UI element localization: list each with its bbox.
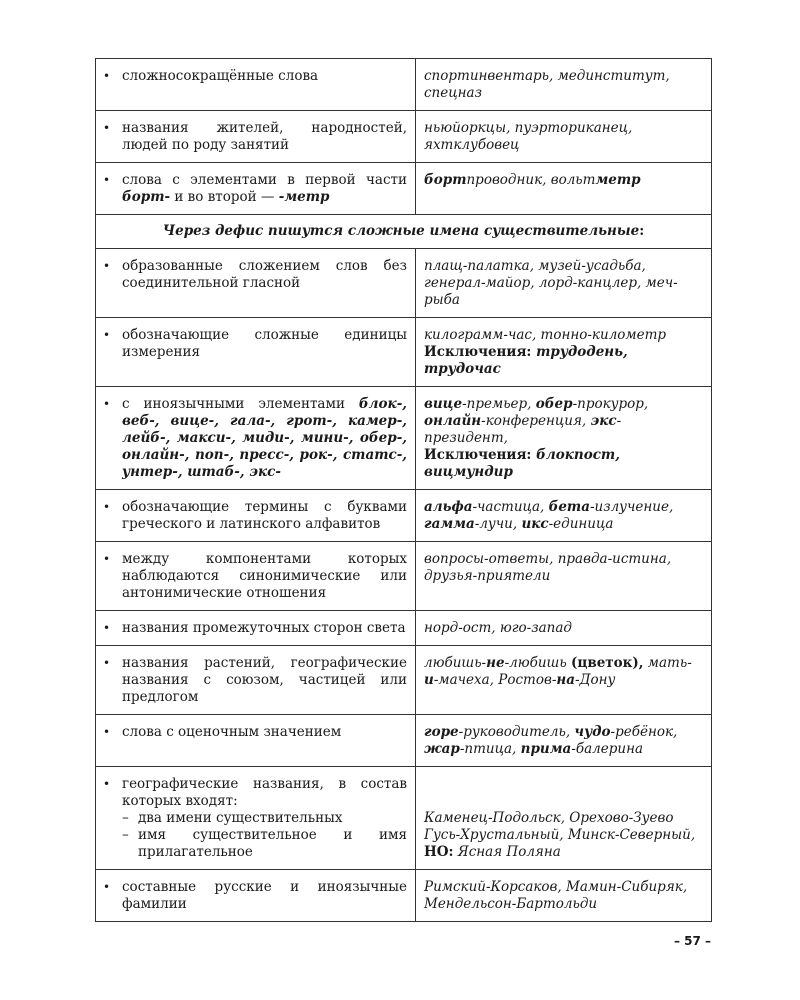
example-text: -прокурор, <box>572 396 649 412</box>
table-row <box>96 870 712 922</box>
dash-icon: – <box>122 810 129 826</box>
example-cell <box>416 59 712 111</box>
rule-cell <box>96 611 416 646</box>
example-text: -птица, <box>459 741 521 757</box>
example-cell <box>416 387 712 490</box>
exceptions-text: блокпост, вицмундир <box>424 447 620 480</box>
bullet-icon: • <box>103 880 111 894</box>
example-emphasis: жар <box>424 741 460 757</box>
example-cell <box>416 490 712 542</box>
rule-cell <box>96 59 416 111</box>
rule-text: названия промежуточных сторон света <box>122 620 406 636</box>
example-cell <box>416 646 712 715</box>
example-cell <box>416 870 712 922</box>
note-label: НО: <box>424 844 454 860</box>
example-emphasis: чудо <box>574 724 611 740</box>
example-emphasis: экс <box>590 413 617 429</box>
example-cell <box>416 767 712 870</box>
example-text: Каменец-Подольск, Орехово-Зуево <box>424 810 674 826</box>
rule-text: образованные сложением слов без соединительной гласной <box>122 258 407 291</box>
example-text: -конференция, <box>481 413 591 429</box>
example-emphasis: альфа <box>424 499 473 515</box>
example-emphasis: онлайн <box>424 413 482 429</box>
rule-cell <box>96 767 416 870</box>
example-emphasis: прима <box>520 741 572 757</box>
rule-text: названия жителей, народностей, людей по роду занятий <box>122 120 407 153</box>
example-emphasis: и <box>424 672 434 688</box>
bullet-icon: • <box>103 621 111 635</box>
example-note: (цветок), <box>570 655 644 671</box>
bullet-icon: • <box>103 397 111 411</box>
example-text: -президент, <box>424 413 622 446</box>
rule-text: обозначающие сложные единицы измерения <box>122 327 407 360</box>
example-text: проводник, вольт <box>466 172 596 188</box>
table-row <box>96 611 712 646</box>
example-text: -Дону <box>574 672 616 688</box>
rule-text: слова с элементами в первой части <box>122 172 407 188</box>
example-text: Римский-Корсаков, Мамин-Сибиряк, Мендельсон-Бартольди <box>424 879 688 912</box>
example-emphasis: вице <box>424 396 463 412</box>
table-row <box>96 111 712 163</box>
example-cell <box>416 318 712 387</box>
example-text: -лучи, <box>474 516 522 532</box>
example-text: норд-ост, юго-запад <box>424 620 572 636</box>
example-text: ньюйоркцы, пуэрториканец, яхтклубовец <box>424 120 633 153</box>
example-emphasis: бета <box>548 499 590 515</box>
table-row <box>96 215 712 249</box>
table-row <box>96 387 712 490</box>
sub-item-text: имя существительное и имя прилагательное <box>138 827 407 860</box>
example-emphasis: метр <box>595 172 641 188</box>
example-text: -ребёнок, <box>610 724 678 740</box>
rule-text: слова с оценочным значением <box>122 724 342 740</box>
exceptions-label: Исключения: <box>424 344 532 360</box>
example-text: -частица, <box>472 499 549 515</box>
example-cell <box>416 715 712 767</box>
example-text: -излучение, <box>589 499 674 515</box>
exceptions-label: Исключения: <box>424 447 532 463</box>
example-text: любишь- <box>424 655 487 671</box>
table-row <box>96 249 712 318</box>
example-emphasis: обер <box>535 396 573 412</box>
example-cell <box>416 111 712 163</box>
example-cell <box>416 542 712 611</box>
bullet-icon: • <box>103 500 111 514</box>
example-text: Ясная Поляна <box>453 844 561 860</box>
rule-text: с иноязычными элементами <box>122 396 359 412</box>
example-text: -мачеха, Ростов- <box>433 672 557 688</box>
section-header <box>96 215 712 249</box>
rule-text: названия растений, географические названия с союзом, частицей или предлогом <box>122 655 407 705</box>
section-header-colon: : <box>639 223 645 239</box>
example-text: -премьер, <box>462 396 536 412</box>
rule-cell <box>96 715 416 767</box>
sub-item-text: два имени существительных <box>138 810 343 826</box>
sub-item <box>122 810 407 827</box>
example-cell <box>416 249 712 318</box>
example-emphasis: гамма <box>424 516 475 532</box>
rule-cell <box>96 163 416 215</box>
example-text: мать- <box>643 655 692 671</box>
example-emphasis: борт <box>424 172 467 188</box>
table-row <box>96 646 712 715</box>
example-text: -балерина <box>571 741 644 757</box>
example-text: -единица <box>548 516 614 532</box>
table-row <box>96 767 712 870</box>
table-row <box>96 542 712 611</box>
exceptions-text: трудодень, трудочас <box>424 344 628 377</box>
rule-cell <box>96 870 416 922</box>
table-row <box>96 490 712 542</box>
example-emphasis: на <box>556 672 575 688</box>
rule-text: составные русские и иноязычные фамилии <box>122 879 407 912</box>
bullet-icon: • <box>103 725 111 739</box>
bullet-icon: • <box>103 777 111 791</box>
rules-table-page <box>95 58 711 922</box>
example-emphasis: не <box>486 655 505 671</box>
table-row <box>96 715 712 767</box>
example-cell <box>416 611 712 646</box>
example-emphasis: икс <box>521 516 549 532</box>
bullet-icon: • <box>103 69 111 83</box>
rule-cell <box>96 111 416 163</box>
example-text: -руководитель, <box>458 724 575 740</box>
rule-text: между компонентами которых наблюдаются синонимические или антонимические отношения <box>122 551 407 601</box>
bullet-icon: • <box>103 259 111 273</box>
bullet-icon: • <box>103 173 111 187</box>
page-number: – 57 – <box>673 934 711 948</box>
rule-cell <box>96 490 416 542</box>
rule-emphasis: блок-, веб-, вице-, гала-, грот-, камер-, лейб-, макси-, миди-, мини-, обер-, онлайн-, поп-, пресс-, рок-, статс-, унтер-, штаб-, экс- <box>122 396 407 480</box>
example-text: -любишь <box>504 655 571 671</box>
bullet-icon: • <box>103 121 111 135</box>
bullet-icon: • <box>103 656 111 670</box>
section-header-text: Через дефис пишутся сложные имена существительные <box>162 223 640 239</box>
rule-text: сложносокращённые слова <box>122 68 319 84</box>
bullet-icon: • <box>103 328 111 342</box>
rule-cell <box>96 249 416 318</box>
rule-text: обозначающие термины с буквами греческого и латинского алфавитов <box>122 499 407 532</box>
bullet-icon: • <box>103 552 111 566</box>
example-cell <box>416 163 712 215</box>
example-text: спортинвентарь, мединститут, спецназ <box>424 68 670 101</box>
example-text: плащ-палатка, музей-усадьба, генерал-майор, лорд-канцлер, меч-рыба <box>424 258 678 308</box>
example-emphasis: горе <box>424 724 459 740</box>
rule-cell <box>96 318 416 387</box>
table-row <box>96 59 712 111</box>
rule-cell <box>96 387 416 490</box>
table-row <box>96 318 712 387</box>
rule-emphasis: борт- <box>122 189 171 205</box>
example-text: вопросы-ответы, правда-истина, друзья-приятели <box>424 551 672 584</box>
dash-icon: – <box>122 827 129 843</box>
sub-item <box>122 827 407 861</box>
table-row <box>96 163 712 215</box>
rule-cell <box>96 542 416 611</box>
example-text: Гусь-Хрустальный, Минск-Северный, <box>424 827 696 843</box>
rule-cell <box>96 646 416 715</box>
hyphenation-rules-table <box>95 58 712 922</box>
rule-text: и во второй — <box>170 189 279 205</box>
rule-emphasis: -метр <box>278 189 330 205</box>
rule-text: географические названия, в состав которых входят: <box>122 776 407 809</box>
example-text: килограмм-час, тонно-километр <box>424 327 667 343</box>
